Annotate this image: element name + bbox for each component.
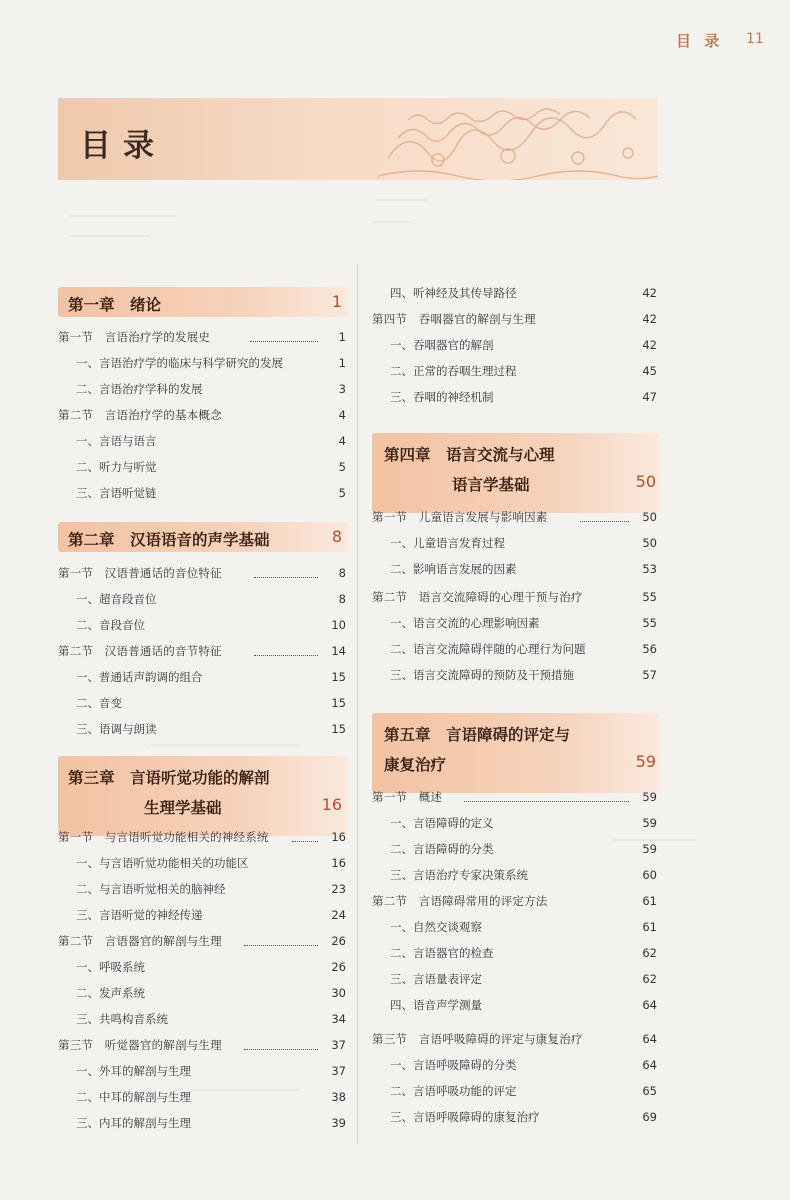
chapter-title-continued: 康复治疗 xyxy=(384,756,447,774)
toc-item-row[interactable] xyxy=(58,1115,346,1131)
toc-item-row[interactable] xyxy=(372,1109,657,1125)
toc-item-label: 二、听力与听觉 xyxy=(76,460,157,474)
chapter-title: 第一章 绪论 xyxy=(68,296,162,314)
toc-section-label: 第二节 汉语普通话的音节特征 xyxy=(58,644,222,658)
toc-item-row[interactable] xyxy=(58,617,346,633)
dot-leader xyxy=(580,505,629,522)
toc-item-row[interactable] xyxy=(372,363,657,379)
toc-item-row[interactable] xyxy=(372,867,657,883)
toc-page-number: 26 xyxy=(331,960,346,974)
chapter-title: 第四章 语言交流与心理 xyxy=(384,446,555,464)
toc-item-row[interactable] xyxy=(58,881,346,897)
chapter-page: 1 xyxy=(331,292,342,311)
toc-item-row[interactable] xyxy=(58,433,346,449)
toc-item-row[interactable] xyxy=(372,841,657,857)
toc-item-row[interactable] xyxy=(58,1063,346,1079)
toc-section-row[interactable] xyxy=(372,789,657,805)
chapter-page: 50 xyxy=(635,472,656,491)
chapter-title: 第三章 言语听觉功能的解剖 xyxy=(68,769,270,787)
toc-section-row[interactable] xyxy=(58,1037,346,1053)
toc-item-label: 一、普通话声韵调的组合 xyxy=(76,670,203,684)
toc-page-number: 4 xyxy=(338,408,346,422)
toc-page-number: 59 xyxy=(642,842,657,856)
toc-item-row[interactable] xyxy=(58,591,346,607)
toc-item-row[interactable] xyxy=(372,389,657,405)
toc-item-row[interactable] xyxy=(58,1089,346,1105)
title-banner xyxy=(58,98,658,180)
toc-section-row[interactable] xyxy=(372,1031,657,1047)
toc-item-row[interactable] xyxy=(58,1011,346,1027)
toc-item-row[interactable] xyxy=(58,907,346,923)
toc-page-number: 59 xyxy=(642,790,657,804)
toc-section-label: 第一节 与言语听觉功能相关的神经系统 xyxy=(58,830,269,844)
toc-section-row[interactable] xyxy=(58,565,346,581)
toc-item-label: 一、与言语听觉功能相关的功能区 xyxy=(76,856,249,870)
toc-item-label: 三、语调与朗读 xyxy=(76,722,157,736)
chapter-page: 8 xyxy=(331,527,342,546)
dot-leader xyxy=(244,1033,318,1050)
toc-page-number: 23 xyxy=(331,882,346,896)
toc-item-row[interactable] xyxy=(372,815,657,831)
toc-item-label: 三、言语听觉链 xyxy=(76,486,157,500)
toc-item-label: 一、言语呼吸障碍的分类 xyxy=(390,1058,517,1072)
toc-item-label: 一、言语与语言 xyxy=(76,434,157,448)
toc-item-row[interactable] xyxy=(372,641,657,657)
toc-item-label: 一、自然交谈观察 xyxy=(390,920,482,934)
chapter-page: 16 xyxy=(321,795,342,814)
chapter-page: 59 xyxy=(635,752,656,771)
toc-item-row[interactable] xyxy=(372,535,657,551)
toc-item-row[interactable] xyxy=(372,971,657,987)
toc-page-number: 38 xyxy=(331,1090,346,1104)
toc-item-row[interactable] xyxy=(372,1083,657,1099)
dot-leader xyxy=(250,325,318,342)
toc-item-row[interactable] xyxy=(58,959,346,975)
toc-item-row[interactable] xyxy=(372,1057,657,1073)
toc-page-number: 8 xyxy=(338,592,346,606)
toc-page-number: 10 xyxy=(331,618,346,632)
toc-page-number: 45 xyxy=(642,364,657,378)
chapter-heading[interactable] xyxy=(58,522,348,552)
toc-page-number: 15 xyxy=(331,696,346,710)
toc-item-row[interactable] xyxy=(372,337,657,353)
chapter-heading[interactable] xyxy=(58,756,348,836)
toc-item-label: 三、共鸣构音系统 xyxy=(76,1012,168,1026)
toc-item-label: 二、言语障碍的分类 xyxy=(390,842,494,856)
chapter-title: 第二章 汉语语音的声学基础 xyxy=(68,531,270,549)
toc-section-row[interactable] xyxy=(58,329,346,345)
toc-item-label: 二、正常的吞咽生理过程 xyxy=(390,364,517,378)
toc-page-number: 24 xyxy=(331,908,346,922)
toc-item-row[interactable] xyxy=(58,485,346,501)
toc-section-label: 第一节 汉语普通话的音位特征 xyxy=(58,566,222,580)
toc-page-number: 64 xyxy=(642,998,657,1012)
toc-section-label: 第一节 概述 xyxy=(372,790,443,804)
toc-item-label: 二、发声系统 xyxy=(76,986,145,1000)
toc-item-label: 二、言语治疗学科的发展 xyxy=(76,382,203,396)
toc-item-row[interactable] xyxy=(372,667,657,683)
toc-section-label: 第二节 言语治疗学的基本概念 xyxy=(58,408,222,422)
toc-page-number: 57 xyxy=(642,668,657,682)
dot-leader xyxy=(292,825,318,842)
toc-item-label: 三、言语治疗专家决策系统 xyxy=(390,868,528,882)
toc-item-label: 一、言语治疗学的临床与科学研究的发展 xyxy=(76,356,283,370)
toc-item-label: 一、超音段音位 xyxy=(76,592,157,606)
toc-item-label: 一、儿童语言发育过程 xyxy=(390,536,505,550)
toc-section-label: 第二节 语言交流障碍的心理干预与治疗 xyxy=(372,590,583,604)
wave-ornament-icon xyxy=(378,98,658,180)
toc-item-row[interactable] xyxy=(372,997,657,1013)
toc-item-row[interactable] xyxy=(58,721,346,737)
toc-page-number: 60 xyxy=(642,868,657,882)
toc-page-number: 59 xyxy=(642,816,657,830)
dot-leader xyxy=(254,639,318,656)
toc-section-row[interactable] xyxy=(58,643,346,659)
toc-section-label: 第二节 言语障碍常用的评定方法 xyxy=(372,894,548,908)
toc-page-number: 39 xyxy=(331,1116,346,1130)
toc-page-number: 56 xyxy=(642,642,657,656)
toc-item-label: 三、吞咽的神经机制 xyxy=(390,390,494,404)
toc-section-row[interactable] xyxy=(372,509,657,525)
toc-page-number: 5 xyxy=(338,460,346,474)
toc-item-label: 三、言语呼吸障碍的康复治疗 xyxy=(390,1110,540,1124)
toc-item-row[interactable] xyxy=(372,919,657,935)
toc-item-row[interactable] xyxy=(372,285,657,301)
toc-page-number: 16 xyxy=(331,830,346,844)
toc-item-label: 二、音变 xyxy=(76,696,122,710)
toc-page-number: 3 xyxy=(338,382,346,396)
column-divider xyxy=(357,264,358,1144)
toc-page-number: 42 xyxy=(642,286,657,300)
toc-page-number: 8 xyxy=(338,566,346,580)
toc-page-number: 65 xyxy=(642,1084,657,1098)
toc-item-label: 一、言语障碍的定义 xyxy=(390,816,494,830)
chapter-title-continued: 生理学基础 xyxy=(144,799,222,817)
toc-page-number: 26 xyxy=(331,934,346,948)
chapter-title: 第五章 言语障碍的评定与 xyxy=(384,726,571,744)
toc-item-label: 一、外耳的解剖与生理 xyxy=(76,1064,191,1078)
toc-page-number: 64 xyxy=(642,1058,657,1072)
toc-page-number: 16 xyxy=(331,856,346,870)
toc-page-number: 1 xyxy=(338,356,346,370)
toc-page-number: 15 xyxy=(331,670,346,684)
toc-item-label: 二、言语器官的检查 xyxy=(390,946,494,960)
toc-page-number: 55 xyxy=(642,590,657,604)
toc-section-label: 第一节 言语治疗学的发展史 xyxy=(58,330,211,344)
toc-page-number: 34 xyxy=(331,1012,346,1026)
toc-section-row[interactable] xyxy=(372,893,657,909)
toc-page-number: 37 xyxy=(331,1064,346,1078)
toc-page-number: 4 xyxy=(338,434,346,448)
toc-section-label: 第一节 儿童语言发展与影响因素 xyxy=(372,510,548,524)
toc-item-row[interactable] xyxy=(58,695,346,711)
toc-page-number: 42 xyxy=(642,338,657,352)
toc-section-label: 第三节 言语呼吸障碍的评定与康复治疗 xyxy=(372,1032,583,1046)
toc-page-number: 42 xyxy=(642,312,657,326)
toc-item-label: 二、与言语听觉相关的脑神经 xyxy=(76,882,226,896)
toc-item-row[interactable] xyxy=(58,381,346,397)
toc-item-label: 三、言语量表评定 xyxy=(390,972,482,986)
chapter-heading[interactable] xyxy=(372,713,660,793)
chapter-title-continued: 语言学基础 xyxy=(452,476,530,494)
toc-page-number: 30 xyxy=(331,986,346,1000)
toc-page-number: 55 xyxy=(642,616,657,630)
toc-page-number: 5 xyxy=(338,486,346,500)
toc-item-row[interactable] xyxy=(58,669,346,685)
toc-item-label: 二、语言交流障碍伴随的心理行为问题 xyxy=(390,642,586,656)
toc-page-number: 50 xyxy=(642,536,657,550)
toc-page-number: 1 xyxy=(338,330,346,344)
toc-section-row[interactable] xyxy=(372,311,657,327)
dot-leader xyxy=(254,561,318,578)
toc-page-number: 50 xyxy=(642,510,657,524)
toc-item-label: 二、中耳的解剖与生理 xyxy=(76,1090,191,1104)
toc-page-number: 62 xyxy=(642,946,657,960)
toc-item-label: 四、语音声学测量 xyxy=(390,998,482,1012)
toc-page-number: 53 xyxy=(642,562,657,576)
toc-item-row[interactable] xyxy=(58,355,346,371)
toc-section-label: 第三节 听觉器官的解剖与生理 xyxy=(58,1038,222,1052)
toc-page-number: 37 xyxy=(331,1038,346,1052)
page-number: 11 xyxy=(746,31,764,47)
toc-section-row[interactable] xyxy=(58,407,346,423)
dot-leader xyxy=(464,785,629,802)
toc-section-label: 第二节 言语器官的解剖与生理 xyxy=(58,934,222,948)
toc-page-number: 69 xyxy=(642,1110,657,1124)
toc-page-number: 61 xyxy=(642,920,657,934)
toc-page-number: 15 xyxy=(331,722,346,736)
toc-page-number: 62 xyxy=(642,972,657,986)
toc-item-row[interactable] xyxy=(372,945,657,961)
toc-page-number: 47 xyxy=(642,390,657,404)
toc-item-label: 一、吞咽器官的解剖 xyxy=(390,338,494,352)
toc-section-row[interactable] xyxy=(372,589,657,605)
toc-item-label: 四、听神经及其传导路径 xyxy=(390,286,517,300)
page-title: 目录 xyxy=(80,128,166,164)
toc-page-number: 64 xyxy=(642,1032,657,1046)
toc-item-label: 一、呼吸系统 xyxy=(76,960,145,974)
toc-item-label: 二、影响语言发展的因素 xyxy=(390,562,517,576)
toc-item-label: 三、内耳的解剖与生理 xyxy=(76,1116,191,1130)
running-header-title: 目 录 xyxy=(676,32,724,50)
toc-item-row[interactable] xyxy=(372,615,657,631)
toc-item-label: 三、言语听觉的神经传递 xyxy=(76,908,203,922)
toc-page-number: 61 xyxy=(642,894,657,908)
toc-section-row[interactable] xyxy=(58,829,346,845)
toc-section-row[interactable] xyxy=(58,933,346,949)
chapter-heading[interactable] xyxy=(372,433,660,513)
toc-item-row[interactable] xyxy=(58,855,346,871)
toc-item-row[interactable] xyxy=(58,985,346,1001)
toc-page-number: 14 xyxy=(331,644,346,658)
dot-leader xyxy=(244,929,318,946)
toc-section-label: 第四节 吞咽器官的解剖与生理 xyxy=(372,312,536,326)
toc-item-label: 二、言语呼吸功能的评定 xyxy=(390,1084,517,1098)
toc-item-row[interactable] xyxy=(372,561,657,577)
chapter-heading[interactable] xyxy=(58,287,348,317)
toc-item-label: 二、音段音位 xyxy=(76,618,145,632)
toc-item-label: 三、语言交流障碍的预防及干预措施 xyxy=(390,668,574,682)
toc-item-label: 一、语言交流的心理影响因素 xyxy=(390,616,540,630)
toc-item-row[interactable] xyxy=(58,459,346,475)
